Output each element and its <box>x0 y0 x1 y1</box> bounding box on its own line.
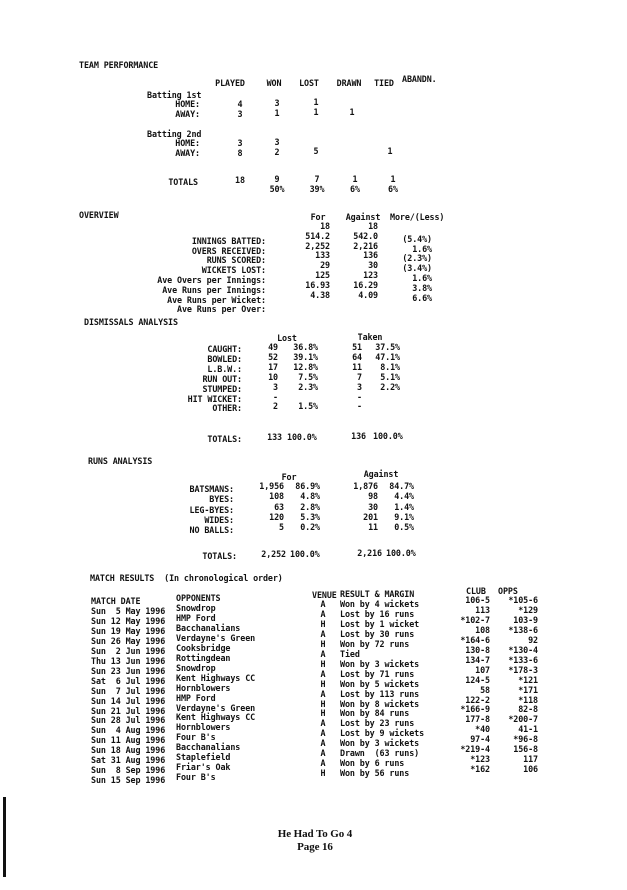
dismissal-row-taken-pct: 37.5% <box>375 342 400 352</box>
match-row-result: Lost by 30 runs <box>340 628 415 639</box>
match-row-opponent: Four B's <box>176 772 216 783</box>
dismissals-totals-taken: 136 <box>351 431 366 441</box>
match-row-club: 122-2 <box>465 694 490 705</box>
runs-row-label: WIDES: <box>204 514 234 525</box>
dismissal-row-taken: 11 <box>352 361 362 372</box>
tp-row-lost: 5 <box>313 146 319 156</box>
dismissal-row-label: BOWLED: <box>207 353 242 364</box>
overview-row-for: 125 <box>315 270 330 280</box>
overview-row-label: Ave Runs per Over: <box>177 304 266 315</box>
match-row-opponent: HMP Ford <box>176 612 216 623</box>
match-row-opponent: Snowdrop <box>176 662 216 673</box>
dismissal-row-label: L.B.W.: <box>207 363 242 374</box>
runs-header-for: For <box>281 472 297 482</box>
runs-totals-for: 2,252 <box>261 549 286 559</box>
dismissal-row-taken: 51 <box>352 342 362 352</box>
match-row-result: Lost by 71 runs <box>340 668 415 679</box>
dismissals-totals-lost-pct: 100.0% <box>287 432 317 442</box>
overview-row-label: INNINGS BATTED: <box>191 235 266 246</box>
tp-row-won: 3 <box>274 98 280 108</box>
runs-row-against: 30 <box>368 501 378 512</box>
match-header-opps: OPPS <box>498 586 518 596</box>
totals-tied-pct: 6% <box>388 184 398 194</box>
overview-row-diff: (2.3%) <box>402 253 432 264</box>
match-row-result: Won by 3 wickets <box>340 658 420 669</box>
match-row-club: 106-5 <box>465 595 490 605</box>
match-row-venue: A <box>320 738 326 749</box>
dismissal-row-taken: - <box>357 391 362 402</box>
overview-row-against: 16.29 <box>353 279 378 290</box>
match-row-result: Lost by 113 runs <box>340 688 420 699</box>
match-row-date: Sun 5 May 1996 <box>91 606 166 616</box>
runs-totals-label: TOTALS: <box>202 551 237 561</box>
overview-header-for: For <box>310 212 326 222</box>
tp-row-label: AWAY: <box>175 109 200 119</box>
totals-tied: 1 <box>390 174 396 184</box>
overview-row-for: 16.93 <box>305 279 330 290</box>
runs-row-against: 11 <box>368 522 378 533</box>
overview-row-diff: 1.6% <box>412 243 432 254</box>
team-performance-heading: TEAM PERFORMANCE <box>79 60 159 70</box>
match-row-date: Sun 28 Jul 1996 <box>91 715 166 726</box>
match-row-result: Won by 3 wickets <box>340 738 420 749</box>
overview-row-label: OVERS RECEIVED: <box>191 245 266 256</box>
tp-row-won: 3 <box>274 137 280 147</box>
dismissal-row-taken-pct: 2.2% <box>380 381 400 392</box>
match-row-result: Drawn (63 runs) <box>340 748 420 759</box>
overview-row-diff: 3.8% <box>412 282 432 293</box>
match-header-venue: VENUE <box>312 590 337 600</box>
match-row-club: *123 <box>470 754 490 765</box>
match-row-club: 177-8 <box>465 714 490 725</box>
dismissal-row-lost: 10 <box>268 371 278 382</box>
match-row-date: Sun 12 May 1996 <box>91 615 166 626</box>
overview-row-against: 542.0 <box>353 230 378 241</box>
overview-row-label: Ave Overs per Innings: <box>157 275 266 285</box>
match-row-opponent: Cooksbridge <box>176 642 231 653</box>
overview-row-for: 4.38 <box>310 289 330 300</box>
tp-row-won: 1 <box>274 108 280 118</box>
overview-row-diff: 6.6% <box>412 292 432 303</box>
match-row-result: Lost by 9 wickets <box>340 728 425 739</box>
tp-row-played: 3 <box>237 138 243 148</box>
runs-header-against: Against <box>363 469 399 479</box>
match-row-result: Won by 5 wickets <box>340 678 420 689</box>
match-row-date: Sun 7 Jul 1996 <box>91 685 166 696</box>
overview-row-for: 29 <box>320 260 330 271</box>
match-row-venue: A <box>320 599 326 609</box>
match-row-venue: A <box>320 748 326 759</box>
dismissal-row-lost-pct: 2.3% <box>298 381 318 392</box>
tp-row-tied: 1 <box>387 146 393 156</box>
match-row-opponent: HMP Ford <box>176 692 216 703</box>
batting-first-label: Batting 1st <box>147 90 202 100</box>
tp-row-label: HOME: <box>175 99 200 109</box>
dismissal-row-taken: - <box>357 401 362 412</box>
match-row-club: *164-6 <box>460 634 490 645</box>
match-row-club: 134-7 <box>465 654 490 665</box>
runs-row-label: BYES: <box>209 494 234 505</box>
match-row-opps: 103-9 <box>513 614 538 625</box>
overview-row-against: 18 <box>368 221 378 231</box>
match-header-club: CLUB <box>466 586 486 596</box>
dismissals-totals-lost: 133 <box>267 432 282 442</box>
dismissal-row-lost: 17 <box>268 361 278 372</box>
match-row-venue: A <box>320 758 326 769</box>
match-row-date: Sun 19 May 1996 <box>91 625 166 636</box>
match-row-venue: A <box>320 628 326 639</box>
totals-label: TOTALS <box>168 177 198 187</box>
match-row-opps: *138-6 <box>508 624 538 635</box>
match-row-date: Sun 21 Jul 1996 <box>91 705 166 716</box>
match-row-venue: H <box>320 708 326 719</box>
runs-row-against: 201 <box>363 511 378 522</box>
match-row-venue: H <box>320 768 326 779</box>
match-row-club: 113 <box>475 604 490 615</box>
match-row-result: Lost by 1 wicket <box>340 618 420 629</box>
overview-row-against: 2,216 <box>353 240 378 251</box>
dismissals-header-taken: Taken <box>357 332 383 342</box>
match-row-opps: *105-6 <box>508 595 538 605</box>
match-row-venue: H <box>320 658 326 669</box>
match-row-venue: A <box>320 648 326 659</box>
totals-played: 18 <box>235 175 245 185</box>
match-row-result: Won by 8 wickets <box>340 698 420 709</box>
match-row-venue: A <box>320 608 326 619</box>
match-row-result: Won by 72 runs <box>340 638 410 649</box>
match-row-opps: *118 <box>518 694 538 705</box>
match-row-opps: *200-7 <box>508 714 538 725</box>
overview-row-for: 133 <box>315 250 330 261</box>
overview-row-against: 30 <box>368 260 378 271</box>
dismissal-row-taken-pct: 5.1% <box>380 371 400 382</box>
tp-row-won: 2 <box>274 147 280 157</box>
totals-drawn-pct: 6% <box>350 184 360 194</box>
dismissal-row-taken-pct: 8.1% <box>380 361 400 372</box>
footer-title: He Had To Go 4 <box>277 828 353 840</box>
overview-row-diff: (3.4%) <box>402 263 432 274</box>
dismissal-row-label: HIT WICKET: <box>187 393 242 404</box>
header-tied: TIED <box>374 78 394 88</box>
match-row-club: *166-9 <box>460 704 490 715</box>
runs-row-label: BATSMANS: <box>189 484 234 494</box>
match-row-club: 58 <box>480 684 490 695</box>
runs-row-for-pct: 5.3% <box>300 511 320 522</box>
match-row-opps: 156-8 <box>513 744 538 755</box>
match-row-club: 108 <box>475 624 490 635</box>
match-row-opponent: Rottingdean <box>176 652 231 663</box>
match-row-venue: H <box>320 618 326 629</box>
match-row-date: Sun 2 Jun 1996 <box>91 645 166 656</box>
overview-heading: OVERVIEW <box>79 210 119 220</box>
runs-row-for: 1,956 <box>259 481 284 491</box>
match-row-venue: A <box>320 718 326 729</box>
tp-row-lost: 1 <box>313 97 319 107</box>
match-row-result: Won by 4 wickets <box>340 599 420 609</box>
runs-row-for: 108 <box>269 491 284 502</box>
match-row-date: Sun 18 Aug 1996 <box>91 745 166 756</box>
match-row-opponent: Verdayne's Green <box>176 632 256 643</box>
dismissal-row-lost: 2 <box>273 401 278 412</box>
match-row-venue: H <box>320 698 326 709</box>
runs-row-for: 63 <box>274 501 284 512</box>
dismissal-row-label: RUN OUT: <box>202 373 242 384</box>
match-row-opps: 106 <box>523 764 538 775</box>
match-header-opponents: OPPONENTS <box>176 593 221 603</box>
match-row-opponent: Hornblowers <box>176 682 231 693</box>
overview-row-label: WICKETS LOST: <box>201 265 266 276</box>
runs-row-against-pct: 1.4% <box>394 501 414 512</box>
runs-row-for-pct: 0.2% <box>300 522 320 533</box>
totals-lost: 7 <box>314 174 320 184</box>
match-row-opps: *129 <box>518 604 538 615</box>
tp-row-label: AWAY: <box>175 148 200 158</box>
match-row-opponent: Bacchanalians <box>176 622 241 633</box>
runs-row-label: LEG-BYES: <box>189 504 234 515</box>
match-row-opps: 41-1 <box>518 724 538 735</box>
dismissal-row-label: CAUGHT: <box>207 344 242 354</box>
overview-row-diff: 1.6% <box>412 273 432 283</box>
match-row-date: Sun 26 May 1996 <box>91 635 166 646</box>
match-row-opps: *96-8 <box>513 734 538 745</box>
header-lost: LOST <box>299 78 319 88</box>
match-row-venue: A <box>320 668 326 679</box>
match-row-opps: 82-8 <box>518 704 538 715</box>
runs-row-for: 5 <box>279 522 284 533</box>
runs-row-for: 120 <box>269 511 284 522</box>
overview-header-against: Against <box>345 212 381 222</box>
overview-row-against: 4.09 <box>358 289 378 300</box>
match-row-club: *162 <box>470 764 490 775</box>
runs-heading: RUNS ANALYSIS <box>88 456 153 466</box>
totals-lost-pct: 39% <box>309 184 325 194</box>
runs-totals-for-pct: 100.0% <box>290 549 320 559</box>
overview-header-diff: More/(Less) <box>390 212 445 222</box>
footer-page-number: Page 16 <box>297 841 333 853</box>
dismissal-row-label: STUMPED: <box>202 383 242 394</box>
dismissal-row-lost-pct: 7.5% <box>298 371 318 382</box>
match-row-result: Won by 6 runs <box>340 758 405 769</box>
match-row-opponent: Staplefield <box>176 752 231 763</box>
match-header-result: RESULT & MARGIN <box>340 589 415 599</box>
match-row-date: Sat 31 Aug 1996 <box>91 755 166 766</box>
match-row-opps: *133-6 <box>508 654 538 665</box>
overview-row-for: 514.2 <box>305 230 330 241</box>
match-row-club: 97-4 <box>470 734 490 745</box>
match-row-opps: *178-3 <box>508 664 538 675</box>
runs-row-against-pct: 84.7% <box>389 481 414 491</box>
dismissals-totals-taken-pct: 100.0% <box>373 431 403 441</box>
dismissals-totals-label: TOTALS: <box>207 434 242 444</box>
tp-row-played: 8 <box>237 148 243 158</box>
match-row-opponent: Verdayne's Green <box>176 702 256 713</box>
dismissals-heading: DISMISSALS ANALYSIS <box>84 317 178 327</box>
overview-row-label: Ave Runs per Innings: <box>162 284 266 295</box>
match-row-club: 124-5 <box>465 674 490 685</box>
match-row-club: *219-4 <box>460 744 490 755</box>
tp-row-lost: 1 <box>313 107 319 117</box>
dismissal-row-taken: 7 <box>357 371 362 382</box>
header-abandoned: ABANDN. <box>402 74 437 84</box>
runs-totals-against: 2,216 <box>357 548 382 558</box>
totals-won: 9 <box>274 174 280 184</box>
dismissal-row-lost-pct: 36.8% <box>293 342 318 352</box>
match-row-opps: *171 <box>518 684 538 695</box>
overview-row-against: 136 <box>363 250 378 261</box>
header-won: WON <box>266 78 282 88</box>
match-row-result: Lost by 23 runs <box>340 718 415 729</box>
match-row-result: Won by 56 runs <box>340 768 410 779</box>
match-row-date: Sun 23 Jun 1996 <box>91 665 166 676</box>
dismissal-row-lost-pct: 39.1% <box>293 351 318 362</box>
overview-row-label: RUNS SCORED: <box>206 255 266 266</box>
dismissal-row-taken: 3 <box>357 381 362 392</box>
dismissals-header-lost: Lost <box>277 333 297 343</box>
match-row-opponent: Four B's <box>176 732 216 743</box>
match-row-club: 130-8 <box>465 644 490 655</box>
match-row-venue: A <box>320 688 326 699</box>
dismissal-row-lost: - <box>273 391 278 402</box>
overview-row-against: 123 <box>363 270 378 280</box>
dismissal-row-lost: 49 <box>268 342 278 352</box>
match-row-opponent: Bacchanalians <box>176 742 241 753</box>
match-row-opps: *121 <box>518 674 538 685</box>
dismissal-row-taken: 64 <box>352 351 362 362</box>
match-row-result: Won by 84 runs <box>340 708 410 719</box>
binding-edge <box>3 797 6 877</box>
match-header-date: MATCH DATE <box>91 596 141 606</box>
tp-row-played: 3 <box>237 109 243 119</box>
match-row-venue: H <box>320 678 326 689</box>
match-row-opponent: Kent Highways CC <box>176 712 256 723</box>
runs-row-for-pct: 2.8% <box>300 501 320 512</box>
match-row-opponent: Kent Highways CC <box>176 672 256 683</box>
match-row-date: Sun 8 Sep 1996 <box>91 765 166 776</box>
tp-row-drawn: 1 <box>349 107 355 117</box>
runs-row-against: 1,876 <box>353 481 378 491</box>
tp-row-label: HOME: <box>175 138 200 148</box>
runs-row-label: NO BALLS: <box>189 525 234 536</box>
dismissal-row-taken-pct: 47.1% <box>375 351 400 362</box>
overview-row-label: Ave Runs per Wicket: <box>167 294 266 305</box>
match-row-opps: *130-4 <box>508 644 538 655</box>
runs-row-against-pct: 4.4% <box>394 491 414 502</box>
match-row-club: 107 <box>475 664 490 675</box>
match-row-opponent: Snowdrop <box>176 603 216 613</box>
overview-row-for: 18 <box>320 221 330 231</box>
totals-won-pct: 50% <box>269 184 285 194</box>
runs-row-for-pct: 86.9% <box>295 481 320 491</box>
match-row-opponent: Hornblowers <box>176 722 231 733</box>
match-row-venue: A <box>320 728 326 739</box>
match-row-date: Thu 13 Jun 1996 <box>91 655 166 666</box>
match-row-venue: H <box>320 638 326 649</box>
match-row-result: Lost by 16 runs <box>340 608 415 619</box>
runs-row-against-pct: 0.5% <box>394 522 414 533</box>
header-played: PLAYED <box>215 78 245 88</box>
dismissal-row-lost-pct: 12.8% <box>293 361 318 372</box>
dismissal-row-lost-pct: 1.5% <box>298 401 318 412</box>
match-row-club: *40 <box>475 724 490 735</box>
runs-row-against: 98 <box>368 491 378 502</box>
match-row-club: *102-7 <box>460 614 490 625</box>
dismissal-row-label: OTHER: <box>212 403 242 414</box>
match-results-heading: MATCH RESULTS (In chronological order) <box>90 573 283 583</box>
match-row-opps: 117 <box>523 754 538 765</box>
header-drawn: DRAWN <box>336 78 362 88</box>
dismissal-row-lost: 3 <box>273 381 278 392</box>
match-row-date: Sun 14 Jul 1996 <box>91 695 166 706</box>
match-row-result: Tied <box>340 648 360 659</box>
match-row-opps: 92 <box>528 634 538 645</box>
runs-totals-against-pct: 100.0% <box>386 548 416 558</box>
runs-row-against-pct: 9.1% <box>394 511 414 522</box>
match-row-date: Sat 6 Jul 1996 <box>91 675 166 686</box>
overview-row-for: 2,252 <box>305 240 330 251</box>
overview-row-diff: (5.4%) <box>402 233 432 244</box>
dismissal-row-lost: 52 <box>268 351 278 362</box>
totals-drawn: 1 <box>352 174 358 184</box>
match-row-date: Sun 4 Aug 1996 <box>91 725 166 736</box>
match-row-date: Sun 15 Sep 1996 <box>91 775 166 786</box>
runs-row-for-pct: 4.8% <box>300 491 320 502</box>
match-row-date: Sun 11 Aug 1996 <box>91 735 166 746</box>
tp-row-played: 4 <box>237 99 243 109</box>
match-row-opponent: Friar's Oak <box>176 762 231 773</box>
batting-second-label: Batting 2nd <box>147 129 202 139</box>
